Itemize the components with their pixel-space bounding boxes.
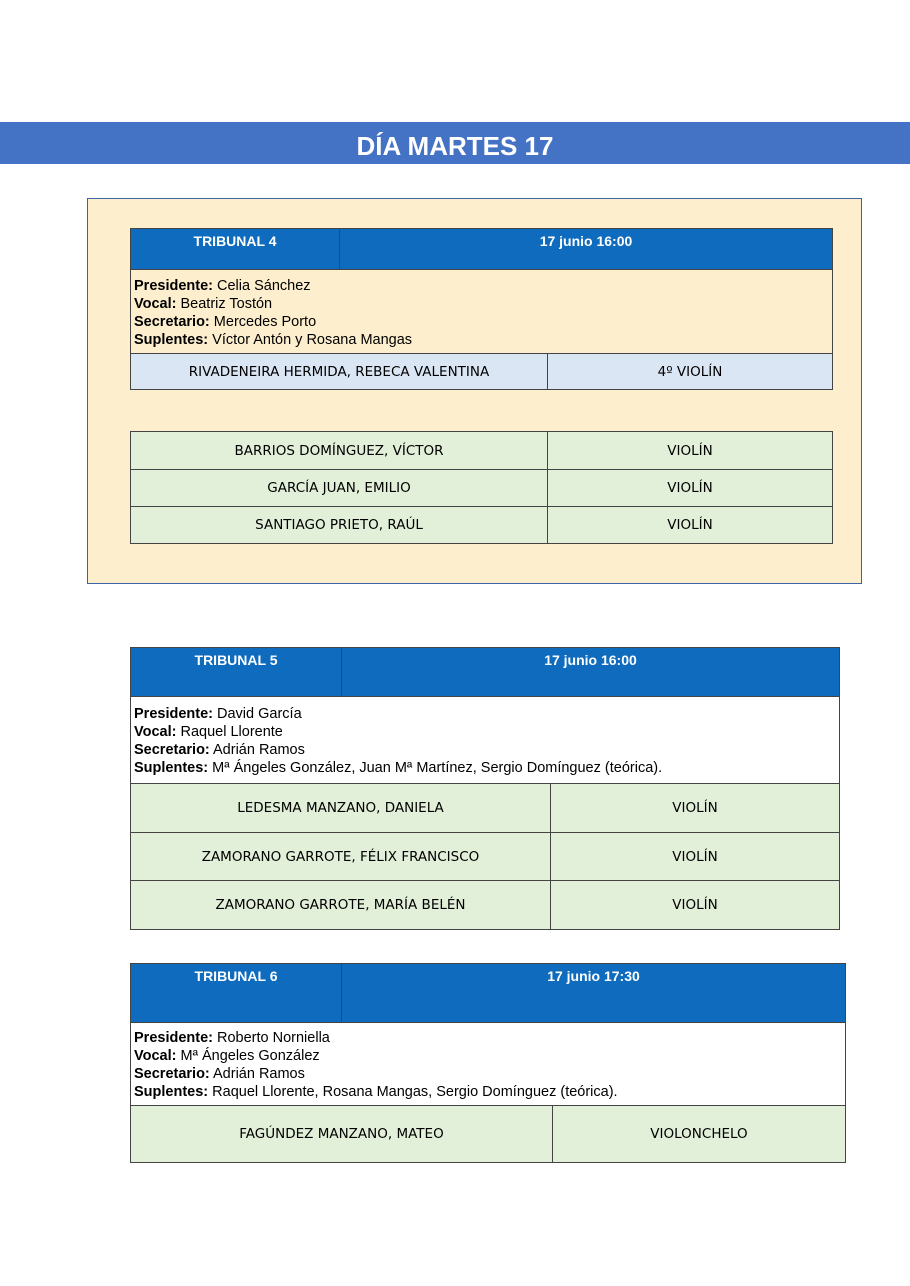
student-instrument: VIOLONCHELO (553, 1106, 846, 1163)
secretario-value: Adrián Ramos (213, 742, 305, 758)
tribunal-4 (130, 228, 833, 390)
student-instrument: 4º VIOLÍN (548, 354, 833, 390)
tribunal-4-students (130, 431, 833, 544)
tribunal-name: TRIBUNAL 4 (131, 229, 340, 270)
table-row (131, 881, 840, 930)
tribunal-name: TRIBUNAL 6 (131, 964, 342, 1023)
tribunal-datetime: 17 junio 16:00 (340, 229, 833, 270)
tribunal-datetime: 17 junio 16:00 (342, 648, 840, 697)
table-row (131, 784, 840, 833)
presidente-value: David García (217, 706, 302, 722)
table-row (131, 1106, 846, 1163)
tribunal-members (131, 270, 833, 354)
table-row (131, 833, 840, 881)
student-name: RIVADENEIRA HERMIDA, REBECA VALENTINA (131, 354, 548, 390)
tribunal-4-table (130, 228, 833, 390)
presidente-value: Celia Sánchez (217, 277, 311, 294)
student-name: ZAMORANO GARROTE, MARÍA BELÉN (131, 881, 551, 930)
tribunal-members (131, 697, 840, 784)
tribunal-5-table (130, 647, 840, 930)
vocal-line: Vocal: Raquel Llorente (134, 724, 283, 740)
student-name: FAGÚNDEZ MANZANO, MATEO (131, 1106, 553, 1163)
suplentes-value: Víctor Antón y Rosana Mangas (212, 331, 413, 348)
student-instrument: VIOLÍN (551, 833, 840, 881)
vocal-line: Vocal: Beatriz Tostón (134, 295, 273, 312)
student-instrument: VIOLÍN (548, 470, 833, 507)
suplentes-line: Suplentes: Víctor Antón y Rosana Mangas (134, 331, 413, 348)
day-title: DÍA MARTES 17 (356, 131, 554, 161)
student-name: BARRIOS DOMÍNGUEZ, VÍCTOR (131, 432, 548, 470)
student-instrument: VIOLÍN (551, 784, 840, 833)
vocal-line: Vocal: Mª Ángeles González (134, 1048, 320, 1064)
student-name: GARCÍA JUAN, EMILIO (131, 470, 548, 507)
suplentes-line: Suplentes: Raquel Llorente, Rosana Mangas, Sergio Domínguez (teórica). (134, 1084, 618, 1100)
secretario-line: Secretario: Mercedes Porto (134, 313, 317, 330)
presidente-value: Roberto Norniella (217, 1030, 330, 1046)
table-row (131, 470, 833, 507)
tribunal-members (131, 1023, 846, 1106)
suplentes-line: Suplentes: Mª Ángeles González, Juan Mª Martínez, Sergio Domínguez (teórica). (134, 760, 663, 776)
vocal-value: Mª Ángeles González (180, 1048, 320, 1064)
table-row (131, 354, 833, 390)
tribunal-datetime: 17 junio 17:30 (342, 964, 846, 1023)
secretario-line: Secretario: Adrián Ramos (134, 1066, 305, 1082)
student-name: LEDESMA MANZANO, DANIELA (131, 784, 551, 833)
vocal-value: Raquel Llorente (180, 724, 283, 740)
student-instrument: VIOLÍN (548, 507, 833, 544)
tribunal-6-table (130, 963, 846, 1163)
presidente-line: Presidente: David García (134, 706, 302, 722)
suplentes-value: Raquel Llorente, Rosana Mangas, Sergio Domínguez (teórica). (212, 1084, 618, 1100)
table-row (131, 432, 833, 470)
students-table (130, 431, 833, 544)
table-row (131, 507, 833, 544)
student-instrument: VIOLÍN (551, 881, 840, 930)
presidente-line: Presidente: Roberto Norniella (134, 1030, 330, 1046)
vocal-value: Beatriz Tostón (180, 295, 273, 312)
student-name: SANTIAGO PRIETO, RAÚL (131, 507, 548, 544)
tribunal-5 (130, 647, 840, 930)
presidente-line: Presidente: Celia Sánchez (134, 277, 311, 294)
student-instrument: VIOLÍN (548, 432, 833, 470)
student-name: ZAMORANO GARROTE, FÉLIX FRANCISCO (131, 833, 551, 881)
suplentes-value: Mª Ángeles González, Juan Mª Martínez, Sergio Domínguez (teórica). (212, 760, 663, 776)
day-title-banner (0, 122, 910, 164)
tribunal-name: TRIBUNAL 5 (131, 648, 342, 697)
tribunal-6 (130, 963, 846, 1163)
secretario-line: Secretario: Adrián Ramos (134, 742, 305, 758)
secretario-value: Adrián Ramos (213, 1066, 305, 1082)
secretario-value: Mercedes Porto (213, 313, 317, 330)
